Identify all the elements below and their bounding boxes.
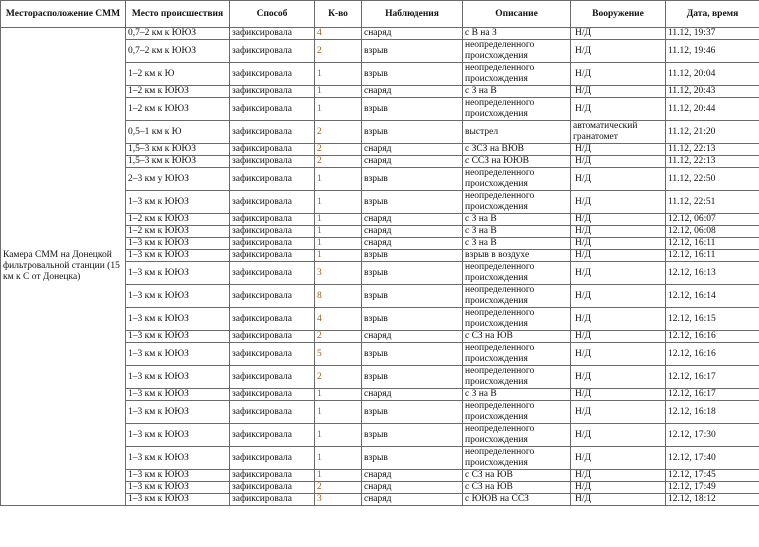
method-cell: зафиксировала: [230, 28, 315, 40]
datetime-cell: 11.12, 20:44: [666, 98, 759, 121]
datetime-cell: 11.12, 22:50: [666, 168, 759, 191]
place-cell: 1–2 км к ЮЮЗ: [126, 98, 230, 121]
datetime-cell: 11.12, 19:46: [666, 40, 759, 63]
description-cell: выстрел: [463, 121, 571, 144]
description-cell: с В на З: [463, 28, 571, 40]
datetime-cell: 12.12, 16:16: [666, 343, 759, 366]
method-cell: зафиксировала: [230, 470, 315, 482]
weapon-cell: Н/Д: [571, 470, 666, 482]
count-cell: 2: [315, 144, 362, 156]
header-location: Месторасположение СММ: [1, 1, 126, 28]
datetime-cell: 12.12, 16:11: [666, 238, 759, 250]
table-row: [1, 28, 759, 40]
observation-cell: взрыв: [362, 250, 463, 262]
place-cell: 2–3 км у ЮЮЗ: [126, 168, 230, 191]
datetime-cell: 12.12, 16:14: [666, 285, 759, 308]
place-cell: 0,5–1 км к Ю: [126, 121, 230, 144]
weapon-cell: Н/Д: [571, 424, 666, 447]
method-cell: зафиксировала: [230, 238, 315, 250]
header-count: К-во: [315, 1, 362, 28]
datetime-cell: 12.12, 16:18: [666, 401, 759, 424]
place-cell: 1–3 км к ЮЮЗ: [126, 262, 230, 285]
description-cell: с З на В: [463, 86, 571, 98]
datetime-cell: 12.12, 16:13: [666, 262, 759, 285]
header-datetime: Дата, время: [666, 1, 759, 28]
method-cell: зафиксировала: [230, 214, 315, 226]
datetime-cell: 12.12, 17:30: [666, 424, 759, 447]
method-cell: зафиксировала: [230, 494, 315, 506]
observation-cell: взрыв: [362, 262, 463, 285]
place-cell: 1–3 км к ЮЮЗ: [126, 424, 230, 447]
place-cell: 1–3 км к ЮЮЗ: [126, 389, 230, 401]
observation-cell: снаряд: [362, 482, 463, 494]
description-cell: неопределенного происхождения: [463, 191, 571, 214]
description-cell: с СЗ на ЮВ: [463, 482, 571, 494]
datetime-cell: 11.12, 22:13: [666, 144, 759, 156]
observation-cell: взрыв: [362, 285, 463, 308]
datetime-cell: 11.12, 22:13: [666, 156, 759, 168]
description-cell: неопределенного происхождения: [463, 447, 571, 470]
datetime-cell: 12.12, 16:17: [666, 389, 759, 401]
count-cell: 1: [315, 424, 362, 447]
weapon-cell: Н/Д: [571, 98, 666, 121]
count-cell: 1: [315, 250, 362, 262]
weapon-cell: Н/Д: [571, 191, 666, 214]
place-cell: 1–2 км к ЮЮЗ: [126, 86, 230, 98]
method-cell: зафиксировала: [230, 401, 315, 424]
description-cell: с З на В: [463, 389, 571, 401]
description-cell: неопределенного происхождения: [463, 63, 571, 86]
method-cell: зафиксировала: [230, 40, 315, 63]
count-cell: 1: [315, 214, 362, 226]
observation-cell: взрыв: [362, 424, 463, 447]
count-cell: 2: [315, 121, 362, 144]
datetime-cell: 12.12, 16:17: [666, 366, 759, 389]
count-cell: 1: [315, 470, 362, 482]
place-cell: 1–3 км к ЮЮЗ: [126, 401, 230, 424]
observation-cell: взрыв: [362, 168, 463, 191]
observation-cell: взрыв: [362, 366, 463, 389]
method-cell: зафиксировала: [230, 156, 315, 168]
place-cell: 1–2 км к ЮЮЗ: [126, 214, 230, 226]
count-cell: 2: [315, 482, 362, 494]
count-cell: 1: [315, 226, 362, 238]
weapon-cell: Н/Д: [571, 40, 666, 63]
method-cell: зафиксировала: [230, 447, 315, 470]
description-cell: неопределенного происхождения: [463, 366, 571, 389]
description-cell: с СЗ на ЮВ: [463, 331, 571, 343]
observation-cell: снаряд: [362, 144, 463, 156]
weapon-cell: Н/Д: [571, 262, 666, 285]
count-cell: 1: [315, 238, 362, 250]
place-cell: 1–3 км к ЮЮЗ: [126, 343, 230, 366]
observation-cell: снаряд: [362, 226, 463, 238]
count-cell: 4: [315, 308, 362, 331]
count-cell: 2: [315, 156, 362, 168]
description-cell: неопределенного происхождения: [463, 308, 571, 331]
method-cell: зафиксировала: [230, 191, 315, 214]
weapon-cell: Н/Д: [571, 285, 666, 308]
header-place: Место происшествия: [126, 1, 230, 28]
observation-cell: взрыв: [362, 98, 463, 121]
description-cell: неопределенного происхождения: [463, 98, 571, 121]
place-cell: 1–3 км к ЮЮЗ: [126, 331, 230, 343]
count-cell: 2: [315, 331, 362, 343]
observation-cell: взрыв: [362, 121, 463, 144]
weapon-cell: Н/Д: [571, 343, 666, 366]
description-cell: неопределенного происхождения: [463, 401, 571, 424]
description-cell: взрыв в воздухе: [463, 250, 571, 262]
place-cell: 1–2 км к ЮЮЗ: [126, 226, 230, 238]
method-cell: зафиксировала: [230, 366, 315, 389]
count-cell: 3: [315, 262, 362, 285]
header-observation: Наблюдения: [362, 1, 463, 28]
count-cell: 1: [315, 98, 362, 121]
datetime-cell: 12.12, 06:08: [666, 226, 759, 238]
weapon-cell: Н/Д: [571, 28, 666, 40]
table-body: [1, 28, 759, 506]
description-cell: неопределенного происхождения: [463, 262, 571, 285]
place-cell: 1–3 км к ЮЮЗ: [126, 470, 230, 482]
place-cell: 1,5–3 км к ЮЮЗ: [126, 156, 230, 168]
datetime-cell: 11.12, 21:20: [666, 121, 759, 144]
weapon-cell: Н/Д: [571, 482, 666, 494]
observation-cell: снаряд: [362, 470, 463, 482]
header-method: Способ: [230, 1, 315, 28]
datetime-cell: 12.12, 06:07: [666, 214, 759, 226]
place-cell: 0,7–2 км к ЮЮЗ: [126, 28, 230, 40]
observation-cell: снаряд: [362, 238, 463, 250]
observation-cell: снаряд: [362, 494, 463, 506]
method-cell: зафиксировала: [230, 343, 315, 366]
place-cell: 1–3 км к ЮЮЗ: [126, 285, 230, 308]
place-cell: 1–3 км к ЮЮЗ: [126, 447, 230, 470]
description-cell: с З на В: [463, 238, 571, 250]
description-cell: с ЮЮВ на ССЗ: [463, 494, 571, 506]
count-cell: 1: [315, 389, 362, 401]
count-cell: 2: [315, 366, 362, 389]
description-cell: неопределенного происхождения: [463, 40, 571, 63]
datetime-cell: 12.12, 16:11: [666, 250, 759, 262]
method-cell: зафиксировала: [230, 168, 315, 191]
weapon-cell: Н/Д: [571, 308, 666, 331]
description-cell: с З на В: [463, 214, 571, 226]
method-cell: зафиксировала: [230, 250, 315, 262]
description-cell: с З на В: [463, 226, 571, 238]
description-cell: неопределенного происхождения: [463, 285, 571, 308]
method-cell: зафиксировала: [230, 424, 315, 447]
weapon-cell: Н/Д: [571, 331, 666, 343]
observation-cell: снаряд: [362, 156, 463, 168]
weapon-cell: Н/Д: [571, 401, 666, 424]
datetime-cell: 11.12, 22:51: [666, 191, 759, 214]
place-cell: 1–3 км к ЮЮЗ: [126, 494, 230, 506]
description-cell: с ЗСЗ на ВЮВ: [463, 144, 571, 156]
count-cell: 1: [315, 191, 362, 214]
place-cell: 1,5–3 км к ЮЮЗ: [126, 144, 230, 156]
method-cell: зафиксировала: [230, 331, 315, 343]
description-cell: с СЗ на ЮВ: [463, 470, 571, 482]
weapon-cell: Н/Д: [571, 63, 666, 86]
observation-cell: снаряд: [362, 389, 463, 401]
observation-cell: снаряд: [362, 214, 463, 226]
header-description: Описание: [463, 1, 571, 28]
weapon-cell: Н/Д: [571, 447, 666, 470]
place-cell: 1–3 км к ЮЮЗ: [126, 191, 230, 214]
count-cell: 1: [315, 401, 362, 424]
weapon-cell: Н/Д: [571, 494, 666, 506]
datetime-cell: 11.12, 19:37: [666, 28, 759, 40]
observation-cell: снаряд: [362, 331, 463, 343]
weapon-cell: Н/Д: [571, 156, 666, 168]
observation-cell: взрыв: [362, 308, 463, 331]
weapon-cell: Н/Д: [571, 144, 666, 156]
weapon-cell: Н/Д: [571, 366, 666, 389]
count-cell: 1: [315, 447, 362, 470]
method-cell: зафиксировала: [230, 98, 315, 121]
method-cell: зафиксировала: [230, 144, 315, 156]
observation-cell: взрыв: [362, 343, 463, 366]
method-cell: зафиксировала: [230, 285, 315, 308]
header-weapon: Вооружение: [571, 1, 666, 28]
location-cell: Камера СММ на Донецкой фильтровальной станции (15 км к С от Донецка): [1, 28, 126, 506]
place-cell: 1–3 км к ЮЮЗ: [126, 238, 230, 250]
weapon-cell: автоматический гранатомет: [571, 121, 666, 144]
header-row: [1, 1, 759, 28]
observation-cell: снаряд: [362, 28, 463, 40]
observation-cell: взрыв: [362, 191, 463, 214]
weapon-cell: Н/Д: [571, 226, 666, 238]
count-cell: 8: [315, 285, 362, 308]
datetime-cell: 12.12, 16:16: [666, 331, 759, 343]
description-cell: неопределенного происхождения: [463, 343, 571, 366]
method-cell: зафиксировала: [230, 121, 315, 144]
method-cell: зафиксировала: [230, 389, 315, 401]
datetime-cell: 11.12, 20:04: [666, 63, 759, 86]
place-cell: 1–3 км к ЮЮЗ: [126, 366, 230, 389]
weapon-cell: Н/Д: [571, 168, 666, 191]
datetime-cell: 12.12, 17:45: [666, 470, 759, 482]
weapon-cell: Н/Д: [571, 389, 666, 401]
count-cell: 3: [315, 494, 362, 506]
count-cell: 1: [315, 168, 362, 191]
method-cell: зафиксировала: [230, 226, 315, 238]
datetime-cell: 12.12, 17:40: [666, 447, 759, 470]
description-cell: неопределенного происхождения: [463, 168, 571, 191]
weapon-cell: Н/Д: [571, 250, 666, 262]
place-cell: 1–2 км к Ю: [126, 63, 230, 86]
count-cell: 1: [315, 63, 362, 86]
observation-cell: взрыв: [362, 63, 463, 86]
method-cell: зафиксировала: [230, 482, 315, 494]
count-cell: 4: [315, 28, 362, 40]
description-cell: с ССЗ на ЮЮВ: [463, 156, 571, 168]
method-cell: зафиксировала: [230, 262, 315, 285]
datetime-cell: 12.12, 17:49: [666, 482, 759, 494]
observation-cell: взрыв: [362, 401, 463, 424]
datetime-cell: 12.12, 18:12: [666, 494, 759, 506]
description-cell: неопределенного происхождения: [463, 424, 571, 447]
datetime-cell: 12.12, 16:15: [666, 308, 759, 331]
place-cell: 1–3 км к ЮЮЗ: [126, 250, 230, 262]
method-cell: зафиксировала: [230, 63, 315, 86]
place-cell: 1–3 км к ЮЮЗ: [126, 308, 230, 331]
weapon-cell: Н/Д: [571, 238, 666, 250]
observation-cell: снаряд: [362, 86, 463, 98]
place-cell: 1–3 км к ЮЮЗ: [126, 482, 230, 494]
method-cell: зафиксировала: [230, 86, 315, 98]
weapon-cell: Н/Д: [571, 86, 666, 98]
count-cell: 1: [315, 86, 362, 98]
observation-cell: взрыв: [362, 447, 463, 470]
weapon-cell: Н/Д: [571, 214, 666, 226]
method-cell: зафиксировала: [230, 308, 315, 331]
observation-cell: взрыв: [362, 40, 463, 63]
count-cell: 5: [315, 343, 362, 366]
place-cell: 0,7–2 км к ЮЮЗ: [126, 40, 230, 63]
count-cell: 2: [315, 40, 362, 63]
datetime-cell: 11.12, 20:43: [666, 86, 759, 98]
